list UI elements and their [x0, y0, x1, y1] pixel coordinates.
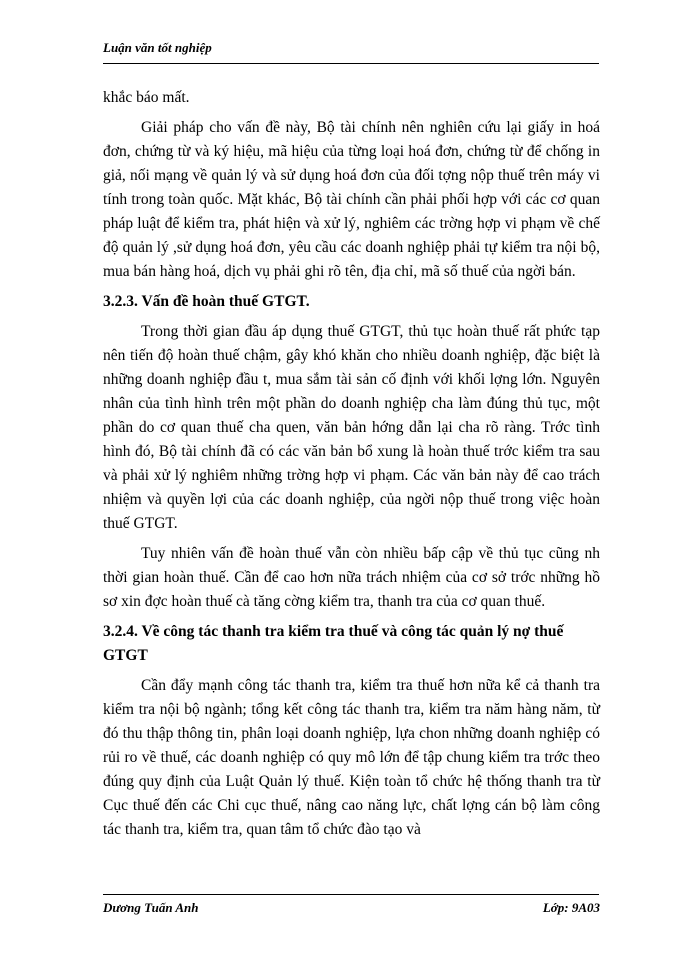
section-heading: 3.2.4. Về công tác thanh tra kiểm tra thuế và công tác quản lý nợ thuế GTGT	[103, 623, 564, 664]
running-header: Luận văn tốt nghiệp	[103, 40, 212, 55]
paragraph: Cần đẩy mạnh công tác thanh tra, kiểm tra thuế hơn nữa kể cả thanh tra kiểm tra nội bộ ngành; tổng kết công tác thanh tra, kiểm tra năm hàng năm, từ đó thu thập thông tin, phân loại doanh nghiệp, lựa chon những doanh nghiệp có rủi ro về thuế, các doanh nghiệp có quy mô lớn để tập chung kiểm tra trớc theo đúng quy định của Luật Quản lý thuế. Kiện toàn tổ chức hệ thống thanh tra từ Cục thuế đến các Chi cục thuế, nâng cao năng lực, chất lợng cán bộ làm công tác thanh tra, kiểm tra, quan tâm tổ chức đào tạo và	[103, 677, 600, 838]
paragraph: Tuy nhiên vấn đề hoàn thuế vẫn còn nhiều bấp cập về thủ tục cũng nh thời gian hoàn thuế. Cần để cao hơn nữa trách nhiệm của cơ sở trớc những hồ sơ xin đợc hoàn thuế cà tăng cờng kiểm tra, thanh tra của cơ quan thuế.	[103, 545, 600, 610]
footer-rule	[103, 894, 599, 895]
paragraph-continuation: khắc báo mất.	[103, 89, 190, 106]
paragraph: Trong thời gian đầu áp dụng thuế GTGT, thủ tục hoàn thuế rất phức tạp nên tiến độ hoàn thuế chậm, gây khó khăn cho nhiều doanh nghiệp, đặc biệt là những doanh nghiệp đầu t, mua sắm tài sản cố định với khối lợng lớn. Nguyên nhân của tình hình trên một phần do doanh nghiệp cha làm đúng thủ tục, một phần do cơ quan thuế cha quen, văn bản hớng dẫn lại cha rõ ràng. Trớc tình hình đó, Bộ tài chính đã có các văn bản bổ xung là hoàn thuế trớc kiểm tra sau và phải xử lý nghiêm những trờng hợp vi phạm. Các văn bản này để cao trách nhiệm và quyền lợi của các doanh nghiệp, của ngời nộp thuế trong việc hoàn thuế GTGT.	[103, 323, 600, 532]
header-rule	[103, 63, 599, 64]
section-heading: 3.2.3. Vấn đề hoàn thuế GTGT.	[103, 293, 310, 310]
paragraph: Giải pháp cho vấn đề này, Bộ tài chính nên nghiên cứu lại giấy in hoá đơn, chứng từ và ký hiệu, mã hiệu của từng loại hoá đơn, chứng từ để chống in giả, nối mạng về quản lý và sử dụng hoá đơn của đối tợng nộp thuế trên máy vi tính trong toàn quốc. Mặt khác, Bộ tài chính cần phải phối hợp với các cơ quan pháp luật để kiểm tra, phát hiện và xử lý, nghiêm các trờng hợp vi phạm về chế độ quản lý ,sử dụng hoá đơn, yêu cầu các doanh nghiệp phải tự kiểm tra nội bộ, mua bán hàng hoá, dịch vụ phải ghi rõ tên, địa chỉ, mã số thuế của ngời bán.	[103, 119, 600, 280]
footer-class: Lớp: 9A03	[542, 900, 600, 915]
page-body	[103, 86, 600, 848]
footer-author: Dương Tuấn Anh	[103, 900, 199, 915]
